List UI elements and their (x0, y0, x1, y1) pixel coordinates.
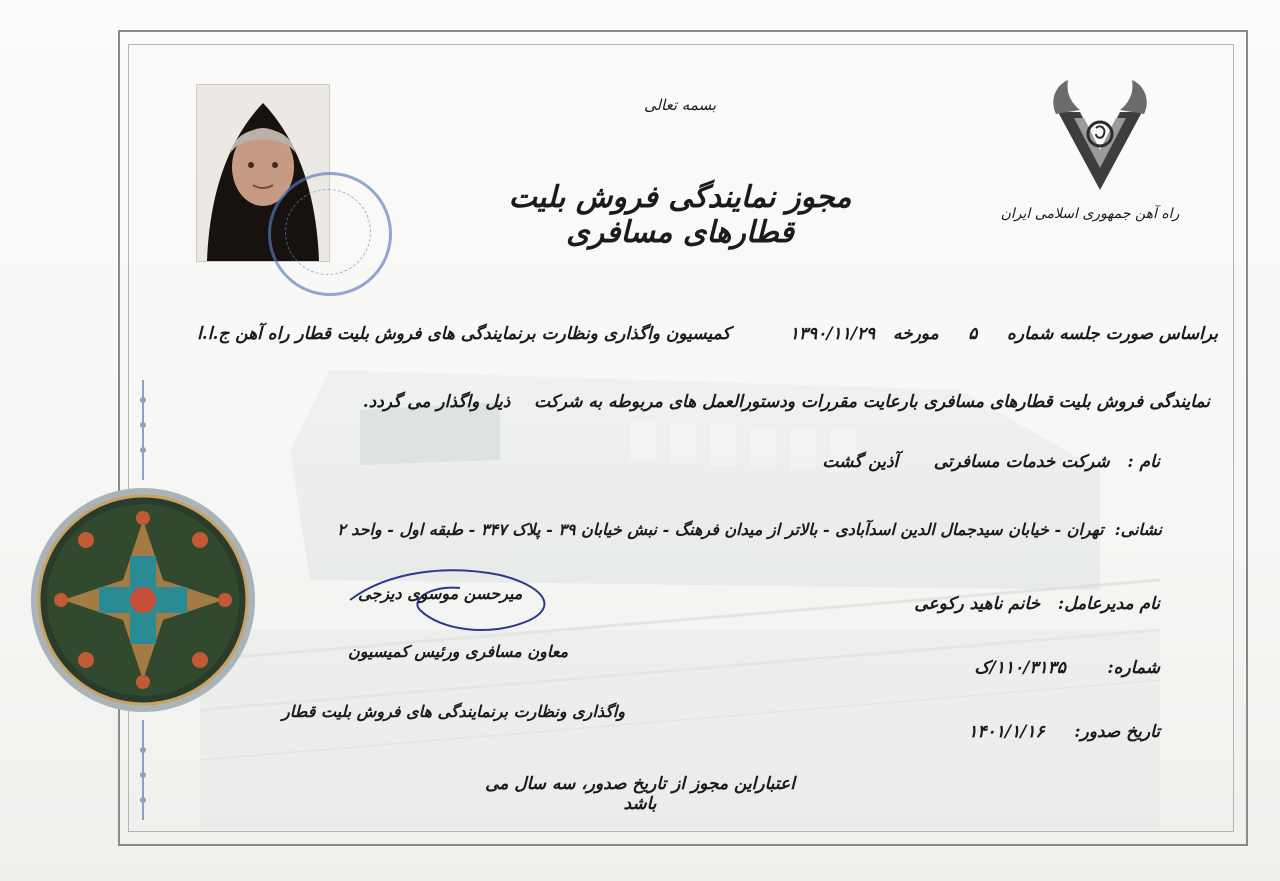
issue-date-row (968, 722, 1160, 742)
railway-emblem-icon (1040, 72, 1160, 202)
manager-value: خانم ناهید رکوعی (914, 594, 1041, 614)
name-value-a: شرکت خدمات مسافرتی (933, 452, 1110, 472)
number-label: شماره: (1107, 658, 1160, 678)
body-line-2b: ذیل واگذار می گردد. (362, 392, 511, 412)
issue-value: ۱۴۰۱/۱/۱۶ (968, 722, 1045, 742)
body-line-2 (363, 392, 1210, 412)
address-row (337, 520, 1162, 539)
signatory-name: میرحسن موسوی دیزجی (358, 584, 523, 603)
decorative-ornament-icon (18, 380, 268, 820)
issue-label: تاریخ صدور: (1074, 722, 1160, 742)
official-stamp (268, 172, 392, 296)
body-line-2a: نمایندگی فروش بلیت قطارهای مسافری بارعایت مقررات ودستورالعمل های مربوطه به (588, 392, 1210, 412)
number-row (974, 658, 1160, 678)
name-label: نام : (1127, 452, 1160, 472)
validity-note: اعتباراین مجوز از تاریخ صدور، سه سال می باشد (485, 774, 795, 814)
body-line-1 (197, 324, 1218, 344)
body-line-1b: مورخه (892, 324, 939, 344)
number-value: ۱۱۰/۳۱۳۵/ک (974, 658, 1066, 678)
ministry-name: راه آهن جمهوری اسلامی ایران (1000, 206, 1180, 222)
body-line-1c: کمیسیون واگذاری ونظارت برنمایندگی های فروش بلیت قطار راه آهن ج.ا.ا (197, 324, 731, 344)
name-row (822, 452, 1160, 472)
body-line-1a: براساس صورت جلسه شماره (1007, 324, 1218, 344)
address-value: تهران - خیابان سیدجمال الدین اسدآبادی - بالاتر از میدان فرهنگ - نبش خیابان ۳۹ - پلاک ۳۴۷ - طبقه اول - واحد ۲ (337, 520, 1104, 539)
session-date: ۱۳۹۰/۱۱/۲۹ (789, 324, 876, 344)
signatory-role-1: معاون مسافری ورئیس کمیسیون (348, 642, 569, 661)
basmala-text: بسمه تعالی (643, 96, 717, 114)
manager-label: نام مدیرعامل: (1057, 594, 1160, 614)
address-label: نشانی: (1114, 520, 1162, 539)
name-value-b: آذین گشت (822, 452, 899, 472)
manager-row (914, 594, 1160, 614)
certificate-title: مجوز نمایندگی فروش بلیت قطارهای مسافری (508, 180, 852, 250)
signatory-role-2: واگذاری ونظارت برنمایندگی های فروش بلیت قطار (282, 702, 625, 721)
session-number: ۵ (968, 324, 978, 344)
company-word: شرکت (534, 392, 583, 412)
